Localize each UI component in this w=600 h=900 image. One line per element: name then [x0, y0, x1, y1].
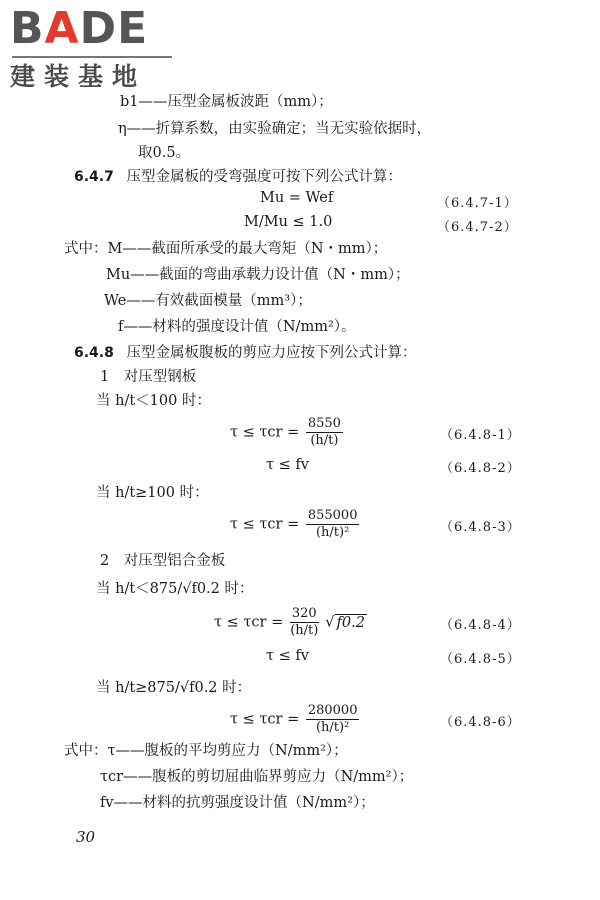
definition-eta-cont: 取0.5。 — [138, 145, 191, 161]
item-2-aluminium: 2 对压型铝合金板 — [100, 553, 226, 569]
sqrt-symbol: √ — [325, 614, 335, 631]
fraction: $\frac{855000}{\text{(h/t)²}}$ — [307, 508, 358, 540]
condition-ht-lt-100: 当 h/t＜100 时： — [96, 393, 211, 409]
condition-ht-ge-100: 当 h/t≥100 时： — [96, 485, 209, 501]
logo-divider — [12, 56, 172, 58]
logo-wordmark: BADE — [10, 3, 149, 54]
clause-text: 压型金属板腹板的剪应力应按下列公式计算： — [126, 345, 417, 361]
page-number: 30 — [76, 828, 96, 846]
definition-tau: 式中：τ——腹板的平均剪应力（N/mm²）； — [64, 743, 348, 759]
equation-6-4-8-5: τ ≤ fv — [266, 648, 309, 664]
equation-6-4-8-1: τ ≤ τcr = $\frac{8550}{(h/t)}$ — [230, 416, 341, 448]
equation-6-4-8-2: τ ≤ fv — [266, 457, 309, 473]
fraction: $\frac{280000}{\text{(h/t)²}}$ — [307, 703, 358, 735]
equation-6-4-7-2: M/Mu ≤ 1.0 — [244, 214, 333, 230]
definition-eta: η——折算系数，由实验确定；当无实验依据时， — [118, 121, 432, 137]
condition-alu-lt: 当 h/t＜875/√f0.2 时： — [96, 581, 254, 597]
equation-number: （6.4.8-2） — [440, 461, 521, 476]
clause-number: 6.4.8 — [74, 345, 114, 361]
fraction: $\frac{8550}{(h/t)}$ — [307, 416, 341, 448]
definition-fv: fv——材料的抗剪强度设计值（N/mm²）； — [100, 795, 375, 811]
condition-alu-ge: 当 h/t≥875/√f0.2 时： — [96, 680, 252, 696]
equation-number: （6.4.8-3） — [440, 520, 521, 535]
equation-6-4-7-1: Mu = Wef — [260, 190, 334, 206]
equation-number: （6.4.8-5） — [440, 652, 521, 667]
equation-6-4-8-6: τ ≤ τcr = $\frac{280000}{\text{(h/t)²}}$ — [230, 703, 358, 735]
clause-6-4-7 — [74, 166, 402, 188]
logo-chinese-text: 建装基地 — [10, 62, 147, 91]
clause-number: 6.4.7 — [74, 169, 114, 185]
equation-number: （6.4.7-1） — [437, 196, 518, 211]
equation-number: （6.4.8-6） — [440, 715, 521, 730]
definition-b1: b1——压型金属板波距（mm）； — [120, 94, 333, 110]
clause-6-4-8 — [74, 342, 416, 364]
definition-tau-cr: τcr——腹板的剪切屈曲临界剪应力（N/mm²）； — [100, 769, 414, 785]
equation-number: （6.4.7-2） — [437, 220, 518, 235]
definition-We: We——有效截面模量（mm³）； — [104, 293, 312, 309]
equation-number: （6.4.8-4） — [440, 618, 521, 633]
equation-6-4-8-4: τ ≤ τcr = $\frac{320}{(h/t)}$ √ f0.2 — [214, 606, 365, 638]
bade-logo — [10, 4, 180, 90]
definition-f: f——材料的强度设计值（N/mm²）。 — [118, 319, 356, 335]
equation-6-4-8-3: τ ≤ τcr = $\frac{855000}{\text{(h/t)²}}$ — [230, 508, 358, 540]
equation-number: （6.4.8-1） — [440, 428, 521, 443]
item-1-steel: 1 对压型钢板 — [100, 369, 197, 385]
definition-Mu: Mu——截面的弯曲承载力设计值（N・mm）； — [106, 267, 410, 283]
clause-text: 压型金属板的受弯强度可按下列公式计算： — [126, 169, 402, 185]
definition-M: 式中：M——截面所承受的最大弯矩（N・mm）； — [64, 241, 388, 257]
fraction: $\frac{320}{(h/t)}$ — [290, 606, 319, 638]
